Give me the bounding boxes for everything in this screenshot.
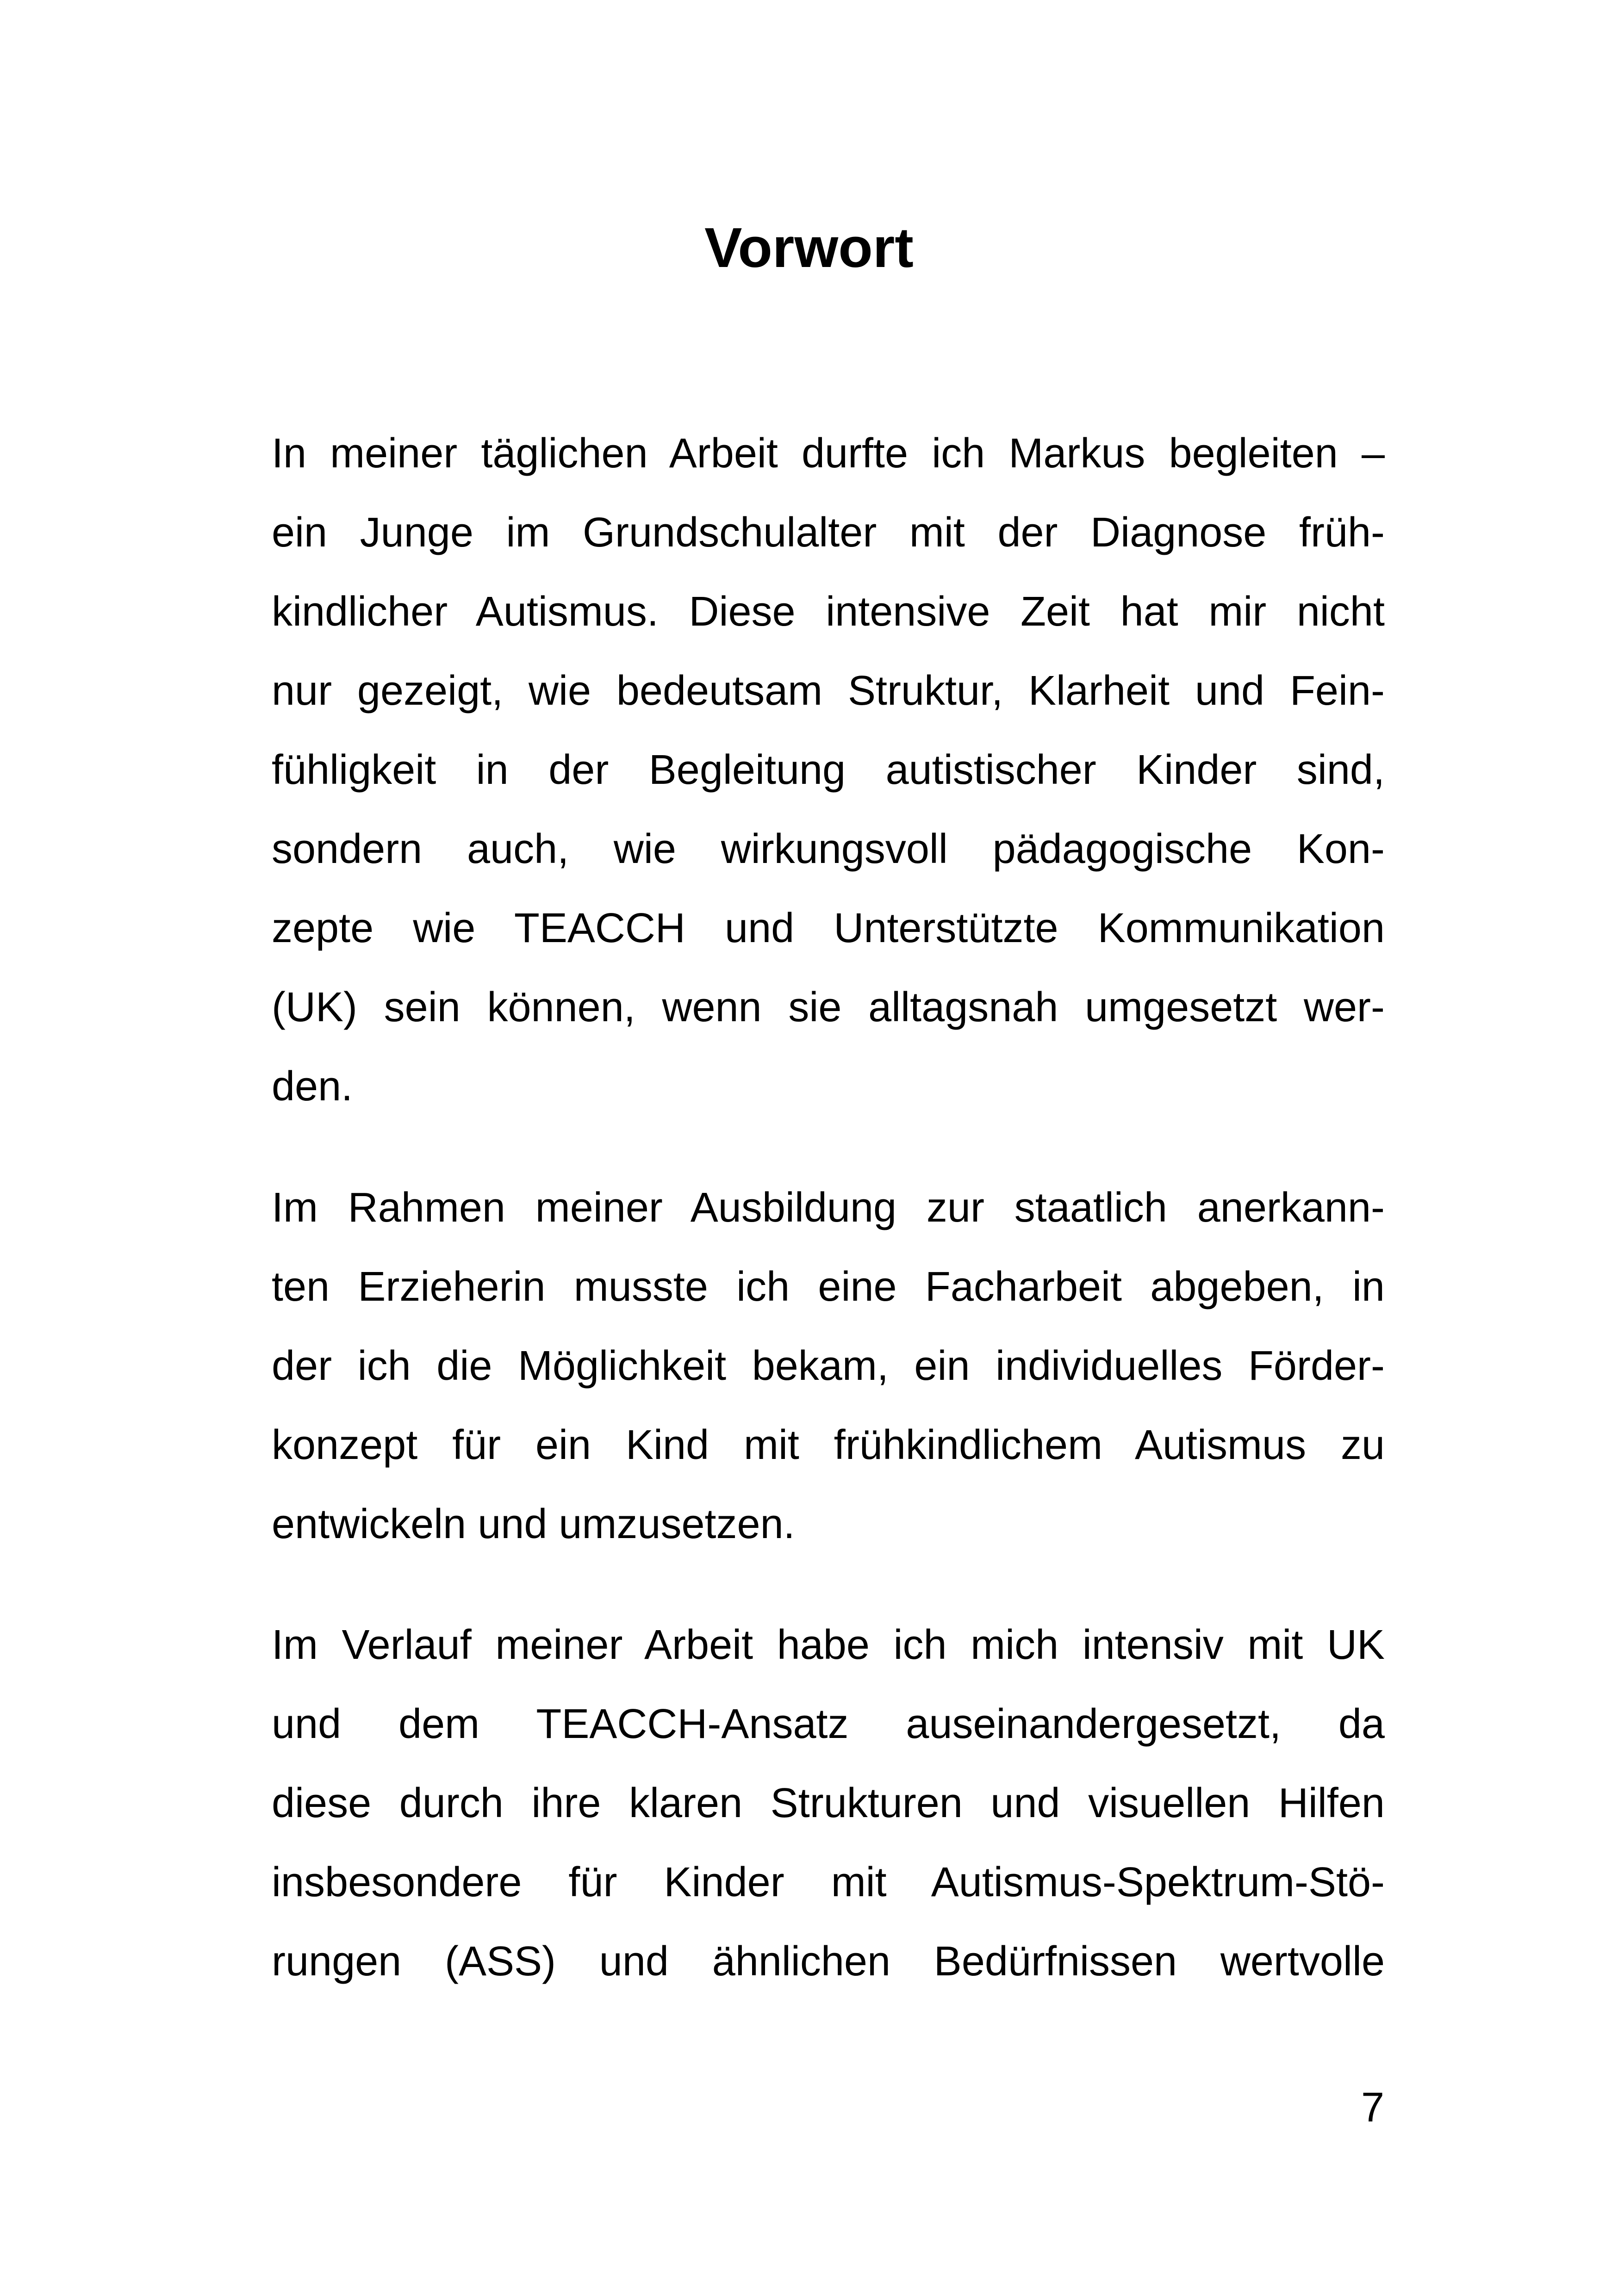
text-line: kindlicher Autismus. Diese intensive Zeit hat mir nicht <box>272 589 1385 635</box>
paragraph-1 <box>272 414 1385 1126</box>
paragraph-3 <box>272 1606 1385 2001</box>
text-line: Im Rahmen meiner Ausbildung zur staatlich anerkann- <box>272 1185 1385 1231</box>
text-line: zepte wie TEACCH und Unterstützte Kommunikation <box>272 905 1385 951</box>
text-line: entwickeln und umzusetzen. <box>272 1501 795 1547</box>
text-line: und dem TEACCH-Ansatz auseinandergesetzt, da <box>272 1701 1385 1747</box>
text-line: In meiner täglichen Arbeit durfte ich Markus begleiten – <box>272 430 1385 477</box>
text-line: rungen (ASS) und ähnlichen Bedürfnissen wertvolle <box>272 1938 1385 1985</box>
page-title: Vorwort <box>704 216 914 279</box>
text-line: der ich die Möglichkeit bekam, ein individuelles Förder- <box>272 1343 1385 1389</box>
text-line: (UK) sein können, wenn sie alltagsnah umgesetzt wer- <box>272 984 1385 1030</box>
text-line: den. <box>272 1063 353 1110</box>
text-line: konzept für ein Kind mit frühkindlichem Autismus zu <box>272 1422 1385 1468</box>
text-line: nur gezeigt, wie bedeutsam Struktur, Klarheit und Fein- <box>272 668 1385 714</box>
text-line: diese durch ihre klaren Strukturen und visuellen Hilfen <box>272 1780 1385 1826</box>
text-line: ten Erzieherin musste ich eine Facharbeit abgeben, in <box>272 1264 1385 1310</box>
page-number: 7 <box>1361 2085 1384 2131</box>
paragraph-2 <box>272 1168 1385 1564</box>
text-line: insbesondere für Kinder mit Autismus-Spektrum-Stö- <box>272 1859 1385 1905</box>
text-line: sondern auch, wie wirkungsvoll pädagogische Kon- <box>272 826 1385 872</box>
text-line: ein Junge im Grundschulalter mit der Diagnose früh- <box>272 509 1385 556</box>
text-line: Im Verlauf meiner Arbeit habe ich mich intensiv mit UK <box>272 1622 1385 1668</box>
text-line: fühligkeit in der Begleitung autistischer Kinder sind, <box>272 747 1385 793</box>
